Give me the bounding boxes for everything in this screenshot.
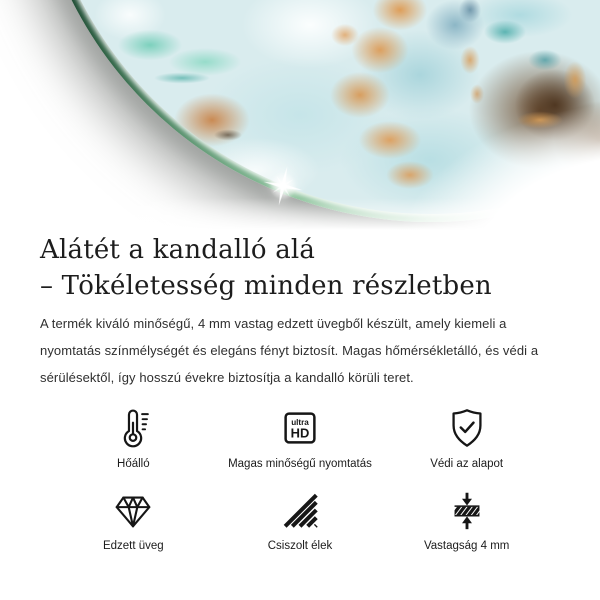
feature-label: Csiszolt élek	[267, 540, 333, 552]
glass-plate-artwork	[37, 0, 600, 214]
feature-label: Hőálló	[117, 458, 150, 470]
feature-label: Védi az alapot	[430, 458, 504, 470]
diamond-icon	[110, 487, 156, 533]
feature-item-polished-edges	[268, 487, 333, 553]
feature-item-protects-base	[430, 405, 503, 471]
glass-plate-edge	[29, 0, 600, 222]
product-hero-image	[0, 0, 600, 230]
feature-item-thickness	[424, 487, 509, 553]
product-description: A termék kiváló minőségű, 4 mm vastag edzett üvegből készült, amely kiemeli a nyomtatás színmélységét és elegáns fényt biztosít. Magas hőmérsékletálló, és védi a sérülésektől, így hosszú évekre biztosítja a kandalló körüli teret.	[40, 316, 539, 385]
page-title-line1: Alátét a kandalló alá	[40, 235, 316, 265]
feature-label: Edzett üveg	[102, 540, 164, 552]
feature-label: Magas minőségű nyomtatás	[228, 458, 372, 470]
polished-edges-icon	[277, 487, 323, 533]
ultra-hd-icon-text-bottom: HD	[290, 425, 310, 441]
product-details-section	[0, 232, 600, 553]
shield-check-icon	[444, 405, 490, 451]
feature-label: Vastagság 4 mm	[423, 540, 510, 552]
feature-grid	[40, 405, 560, 553]
feature-item-tempered-glass	[103, 487, 164, 553]
ultra-hd-icon-text-top: ultra	[291, 418, 309, 428]
page-title	[40, 232, 560, 304]
page-title-line2: – Tökéletesség minden részletben	[40, 271, 492, 301]
sparkle-glint-icon	[257, 160, 309, 212]
feature-item-heat-resistant	[110, 405, 156, 471]
ultra-hd-icon	[277, 405, 323, 451]
thermometer-icon	[110, 405, 156, 451]
thickness-icon	[444, 487, 490, 533]
feature-item-ultra-hd-print	[228, 405, 372, 471]
